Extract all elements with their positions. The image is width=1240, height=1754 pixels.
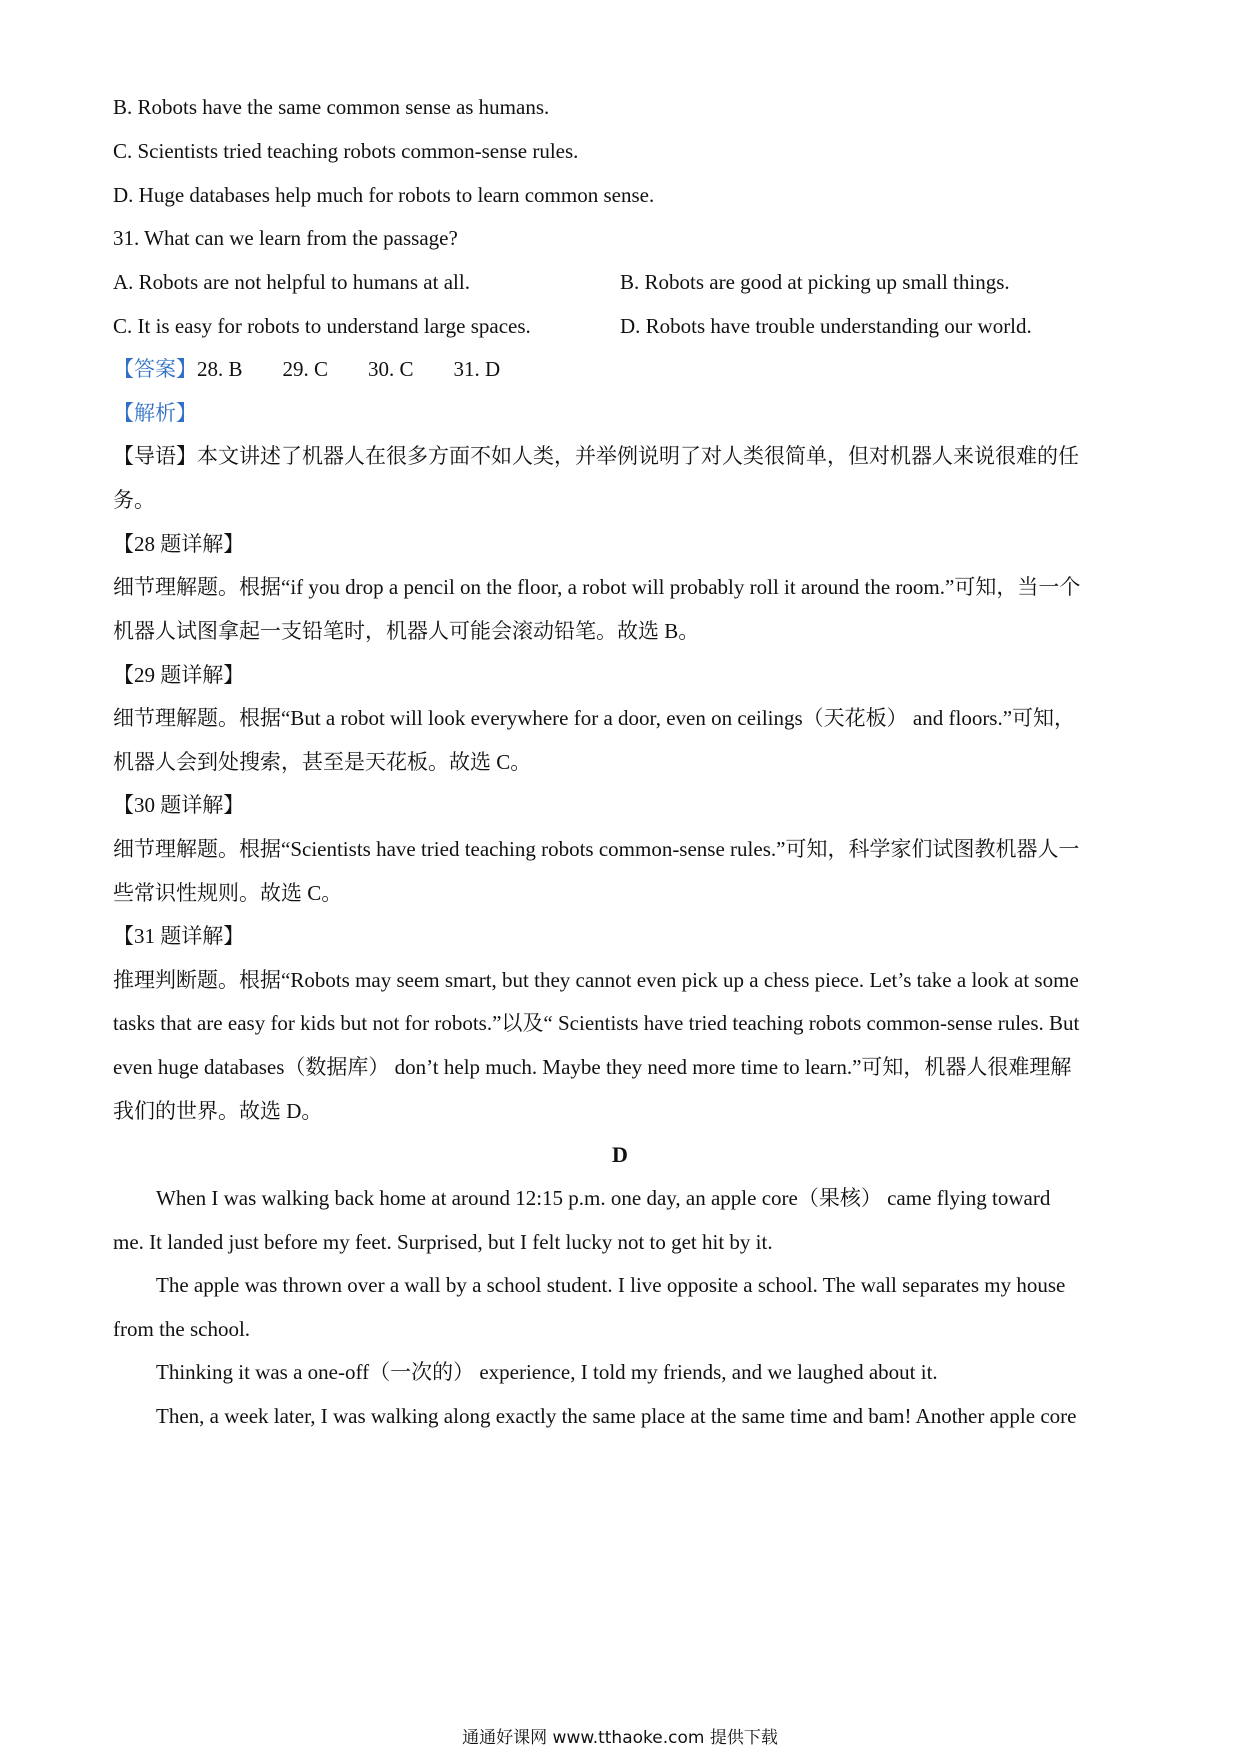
analysis-label: 【解析】	[113, 401, 197, 425]
intro-line-2: 务。	[113, 488, 155, 512]
q31-options-row-2	[113, 312, 1122, 340]
q29-explanation-line-1: 细节理解题。根据“But a robot will look everywhere for a door, even on ceilings（天花板） and floors.”可知，	[113, 706, 1076, 730]
answer-label: 【答案】	[113, 357, 197, 381]
answer-30: 30. C	[368, 357, 414, 381]
q31-option-a: A. Robots are not helpful to humans at all.	[113, 270, 470, 294]
q31-explanation-line-2: tasks that are easy for kids but not for robots.”以及“ Scientists have tried teaching robots common-sense rules. But	[113, 1011, 1080, 1035]
passage-p4-line-1: Then, a week later, I was walking along exactly the same place at the same time and bam! Another apple core	[156, 1404, 1077, 1428]
q31-question: 31. What can we learn from the passage?	[113, 226, 458, 250]
q28-explanation-line-2: 机器人试图拿起一支铅笔时，机器人可能会滚动铅笔。故选 B。	[113, 619, 700, 643]
intro-line-1: 【导语】本文讲述了机器人在很多方面不如人类，并举例说明了对人类很简单，但对机器人来说很难的任	[113, 444, 1079, 468]
q29-heading: 【29 题详解】	[113, 663, 245, 687]
answer-31: 31. D	[453, 357, 501, 381]
q31-option-c: C. It is easy for robots to understand large spaces.	[113, 314, 531, 338]
footer-source: 通通好课网 www.tthaoke.com 提供下载	[462, 1728, 778, 1748]
q29-explanation-line-2: 机器人会到处搜索，甚至是天花板。故选 C。	[113, 750, 532, 774]
answer-28: 28. B	[197, 357, 243, 381]
answer-key-row	[113, 355, 1122, 383]
q31-option-d: D. Robots have trouble understanding our world.	[620, 314, 1032, 338]
q30-option-d: D. Huge databases help much for robots to learn common sense.	[113, 183, 655, 207]
q28-heading: 【28 题详解】	[113, 532, 245, 556]
passage-p3-line-1: Thinking it was a one-off（一次的） experience, I told my friends, and we laughed about it.	[156, 1360, 938, 1384]
q31-option-b: B. Robots are good at picking up small things.	[620, 270, 1010, 294]
q30-explanation-line-2: 些常识性规则。故选 C。	[113, 881, 343, 905]
q30-option-c: C. Scientists tried teaching robots common-sense rules.	[113, 139, 579, 163]
q30-explanation-line-1: 细节理解题。根据“Scientists have tried teaching robots common-sense rules.”可知，科学家们试图教机器人一	[113, 837, 1080, 861]
answer-29: 29. C	[282, 357, 329, 381]
q31-options-row-1	[113, 268, 1122, 296]
q31-explanation-line-4: 我们的世界。故选 D。	[113, 1099, 323, 1123]
q28-explanation-line-1: 细节理解题。根据“if you drop a pencil on the floor, a robot will probably roll it around the room.”可知，当一个	[113, 575, 1081, 599]
passage-p1-line-2: me. It landed just before my feet. Surprised, but I felt lucky not to get hit by it.	[113, 1230, 773, 1254]
passage-p1-line-1: When I was walking back home at around 12:15 p.m. one day, an apple core（果核） came flying toward	[156, 1186, 1051, 1210]
q31-heading: 【31 题详解】	[113, 924, 245, 948]
q30-option-b: B. Robots have the same common sense as humans.	[113, 95, 550, 119]
q30-heading: 【30 题详解】	[113, 793, 245, 817]
passage-p2-line-1: The apple was thrown over a wall by a school student. I live opposite a school. The wall separates my house	[156, 1273, 1066, 1297]
passage-title: D	[612, 1142, 628, 1167]
q31-explanation-line-1: 推理判断题。根据“Robots may seem smart, but they cannot even pick up a chess piece. Let’s take a look at some	[113, 968, 1079, 992]
q31-explanation-line-3: even huge databases（数据库） don’t help much. Maybe they need more time to learn.”可知，机器人很难理解	[113, 1055, 1072, 1079]
passage-p2-line-2: from the school.	[113, 1317, 251, 1341]
